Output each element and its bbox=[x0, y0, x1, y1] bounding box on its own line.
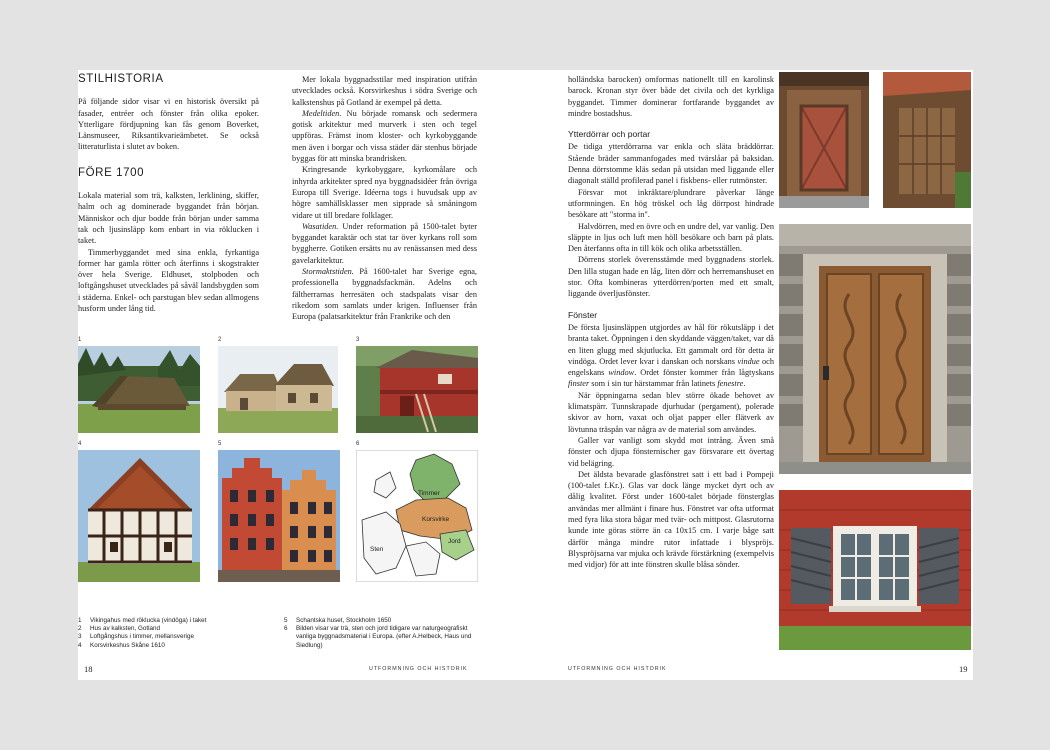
paragraph bbox=[292, 221, 477, 266]
paragraph: Kringresande kyrkobyggare, kyrkomålare och inhyrda arkitekter spred nya byggnadsidéer från övriga Europa till Sverige. Idéerna togs i huvudsak upp av högre samhällsklasser men sipprade så småningom vidare ut till bredare folklager. bbox=[292, 165, 477, 220]
photo-captions-b bbox=[284, 617, 480, 650]
paragraph: Det äldsta bevarade glasfönstret satt i ett bad i Pompeji (100-talet f.Kr.). Glas var dock länge mycket dyrt och av dålig kvalitet. Först under 1600-talet började fönsterglas användas mer allmänt i finare hus. Fönstret var ofta utformat med fyra lika stora bågar med tvär- och mittpost. Glasrutorna kunde inte göras större än ca 10x15 cm. I varje båge satt därför många mindre rutor infattade i blyspröjs. Blyspröjsarna var mjuka och krävde förstärkning (exempelvis med vidjor) för att inte fönstren skulle blåsa sönder. bbox=[568, 469, 774, 570]
paragraph: Lokala material som trä, kalksten, lerklining, skiffer, halm och ag dominerade byggandet från början. Människor och djur bodde från början under samma tak och ljusinsläpp kom enbart in via röklucken i taket. bbox=[78, 191, 259, 246]
caption-text: Bilden visar var trä, sten och jord tidigare var naturgeografiskt vanliga byggnadsmaterial i Europa. (efter A.Helbeck, Haus und Siedlung) bbox=[296, 625, 472, 649]
left-page bbox=[78, 70, 523, 680]
italic-word: vindue bbox=[737, 356, 760, 366]
right-page bbox=[523, 70, 973, 680]
paragraph bbox=[292, 108, 477, 164]
photo-number: 2 bbox=[218, 337, 222, 343]
red-panel-door-photo bbox=[779, 72, 869, 208]
caption-text: Schantska huset, Stockholm 1650 bbox=[296, 617, 392, 624]
paragraph-text: De första ljusinsläppen utgjordes av hål för rökutsläpp i det branta taket. Öppningen i den skyddande väggen/taket, var då en liten glugg med skjutlucka. Ett gammalt ord för detta är vindöga. Ordet lever kvar i danskan och norskans bbox=[568, 322, 774, 366]
caption-row bbox=[284, 617, 480, 625]
paragraph-text: som i sin tur härstammar från latinets bbox=[589, 379, 718, 389]
era-name: Wasatiden. bbox=[302, 221, 339, 231]
caption-number: 2 bbox=[78, 625, 82, 633]
paragraph bbox=[292, 266, 477, 322]
italic-word: window bbox=[608, 368, 635, 378]
carved-wooden-door-photo bbox=[779, 224, 971, 474]
paragraph: När öppningarna sedan blev större ökade behovet av klimatspärr. Tunnskrapade djurhudar (pergament), polerade skivor av horn, vaxat och oljat papper eller flätverk av lövtunna träspån var några av de material som användes. bbox=[568, 390, 774, 434]
brown-board-door-photo bbox=[883, 72, 971, 208]
page-number: 19 bbox=[959, 664, 968, 674]
caption-number: 6 bbox=[284, 625, 288, 633]
paragraph-text: Under reformation på 1500-talet byter byggandet karaktär och stat tar över kyrkans roll som byggherre. Gotiken ersätts nu av renässansen med dess gavelarkitektur. bbox=[292, 221, 477, 265]
photo-number: 3 bbox=[356, 337, 360, 343]
caption-text: Hus av kalksten, Gotland bbox=[90, 625, 161, 633]
limestone-house-photo bbox=[218, 346, 338, 433]
era-heading: FÖRE 1700 bbox=[78, 166, 145, 179]
paragraph-text: . Ordet fönster kommer från lågtyskans bbox=[634, 368, 774, 378]
left-column-2 bbox=[292, 74, 477, 323]
paragraph: Dörrens storlek överensstämde med byggnadens storlek. Den lilla stugan hade en låg, liten dörr och herremanshuset en stor. Ofta kombineras ytterdörren/porten med ett smalt, liggande överljusfönster. bbox=[568, 255, 774, 299]
paragraph: Timmerbyggandet med sina enkla, fyrkantiga former har gamla rötter och återfinns i skogstrakter över hela Sverige. Eldhuset, stolpboden och loftgångshuset utvecklades på såväl landsbygden som i städerna. Enkel- och parstugan blev sedan allmogens husform under lång tid. bbox=[78, 247, 259, 314]
paragraph-text: . bbox=[743, 379, 746, 389]
caption-row bbox=[78, 633, 278, 641]
paragraph: Halvdörren, med en övre och en undre del, var vanlig. Den släppte in ljus och luft men höll besökare och barn på plats. Den återfanns ofta in till kök och olika arbetsställen. bbox=[568, 221, 774, 254]
caption-row bbox=[284, 625, 480, 650]
subheading-doors: Ytterdörrar och portar bbox=[568, 129, 651, 140]
era-name: Medeltiden. bbox=[302, 108, 342, 118]
map-label: Sten bbox=[370, 546, 384, 553]
photo-number: 4 bbox=[78, 441, 82, 447]
caption-number: 4 bbox=[78, 641, 82, 649]
subheading-windows: Fönster bbox=[568, 309, 598, 320]
caption-number: 3 bbox=[78, 633, 82, 641]
photo-number: 6 bbox=[356, 441, 360, 447]
map-label: Korsvirke bbox=[422, 516, 450, 523]
paragraph: Mer lokala byggnadsstilar med inspiration utifrån utvecklades också. Korsvirkeshus i södra Sverige och kalkstenshus på Gotland är exempel på detta. bbox=[292, 75, 477, 107]
caption-text: Vikingahus med röklucka (vindöga) i taket bbox=[90, 617, 207, 624]
red-wall-window-photo bbox=[779, 490, 971, 650]
building-materials-map bbox=[356, 450, 478, 582]
running-title: UTFORMNING OCH HISTORIK bbox=[369, 666, 468, 672]
right-text-column bbox=[568, 74, 774, 570]
paragraph: De tidiga ytterdörrarna var enkla och släta bräddörrar. Stående bräder sammanfogades med tvärslåar på baksidan. Denna dörrstomme kläs sedan på utsidan med liggande eller diagonalt ställd profilerad panel i fiskbens- eller rutmönster. bbox=[568, 142, 774, 186]
photo-number: 1 bbox=[78, 337, 82, 343]
section-heading: STILHISTORIA bbox=[78, 73, 164, 85]
running-title: UTFORMNING OCH HISTORIK bbox=[568, 666, 667, 672]
photo-number: 5 bbox=[218, 441, 222, 447]
map-label: Timmer bbox=[418, 490, 440, 497]
paragraph-text: På 1600-talet har Sverige egna, professionella byggnadsfackmän. Adelns och fältherrarnas herresäten och stadspalats visar den rikedom som samlats under krigen. Influenser från Europa (palatsarkitektur från Frankrike och den bbox=[292, 267, 477, 322]
italic-word: fenestre bbox=[717, 379, 744, 389]
left-column-1 bbox=[78, 74, 259, 314]
photo-captions-a bbox=[78, 617, 278, 650]
viking-house-photo bbox=[78, 346, 200, 433]
paragraph-text: och engelskans bbox=[568, 356, 774, 378]
italic-word: finster bbox=[568, 379, 590, 389]
caption-number: 5 bbox=[284, 617, 288, 624]
caption-text: Korsvirkeshus Skåne 1610 bbox=[90, 641, 165, 649]
map-label: Jord bbox=[448, 538, 461, 545]
paragraph: Försvar mot inkräktare/plundrare påverkar länge utformningen. En hög tröskel och låg dörrpost hindrade besökare att "storma in". bbox=[568, 187, 774, 220]
paragraph-text: Nu började romansk och sedermera gotisk arkitektur med murverk i sten och tegel uppföras. Främst inom kloster- och kyrkobyggande men även i borgar och vissa städer där stenhus började byggas för att minska brandrisken. bbox=[292, 108, 477, 164]
paragraph: holländska barocken) omformas nationellt till en karolinsk barock. Kronan styr över både det civila och det kyrkliga byggandet. Timmer dominerar fortfarande byggandet av mindre bostadshus. bbox=[568, 75, 774, 118]
caption-text: Loftgångshus i timmer, mellansverige bbox=[90, 633, 194, 641]
era-name: Stormaktstiden. bbox=[302, 267, 354, 277]
caption-number: 1 bbox=[78, 617, 82, 624]
schantska-house-photo bbox=[218, 450, 340, 582]
intro-paragraph: På följande sidor visar vi en historisk översikt på fasader, entréer och fönster från olika epoker. Ytterligare fördjupning kan fås genom Boverket, Länsmuseer, Riksantikvarieämbetet. Se också litteraturlista i slutet av boken. bbox=[78, 97, 259, 152]
page-number: 18 bbox=[84, 664, 93, 674]
caption-row bbox=[78, 617, 278, 625]
half-timbered-house-photo bbox=[78, 450, 200, 582]
caption-row bbox=[78, 642, 278, 650]
red-loft-house-photo bbox=[356, 346, 478, 433]
paragraph bbox=[568, 322, 774, 390]
paragraph: Galler var vanligt som skydd mot intrång. Även små fönster och djupa fönsternischer gav försvarare ett övertag vid belägring. bbox=[568, 435, 774, 468]
